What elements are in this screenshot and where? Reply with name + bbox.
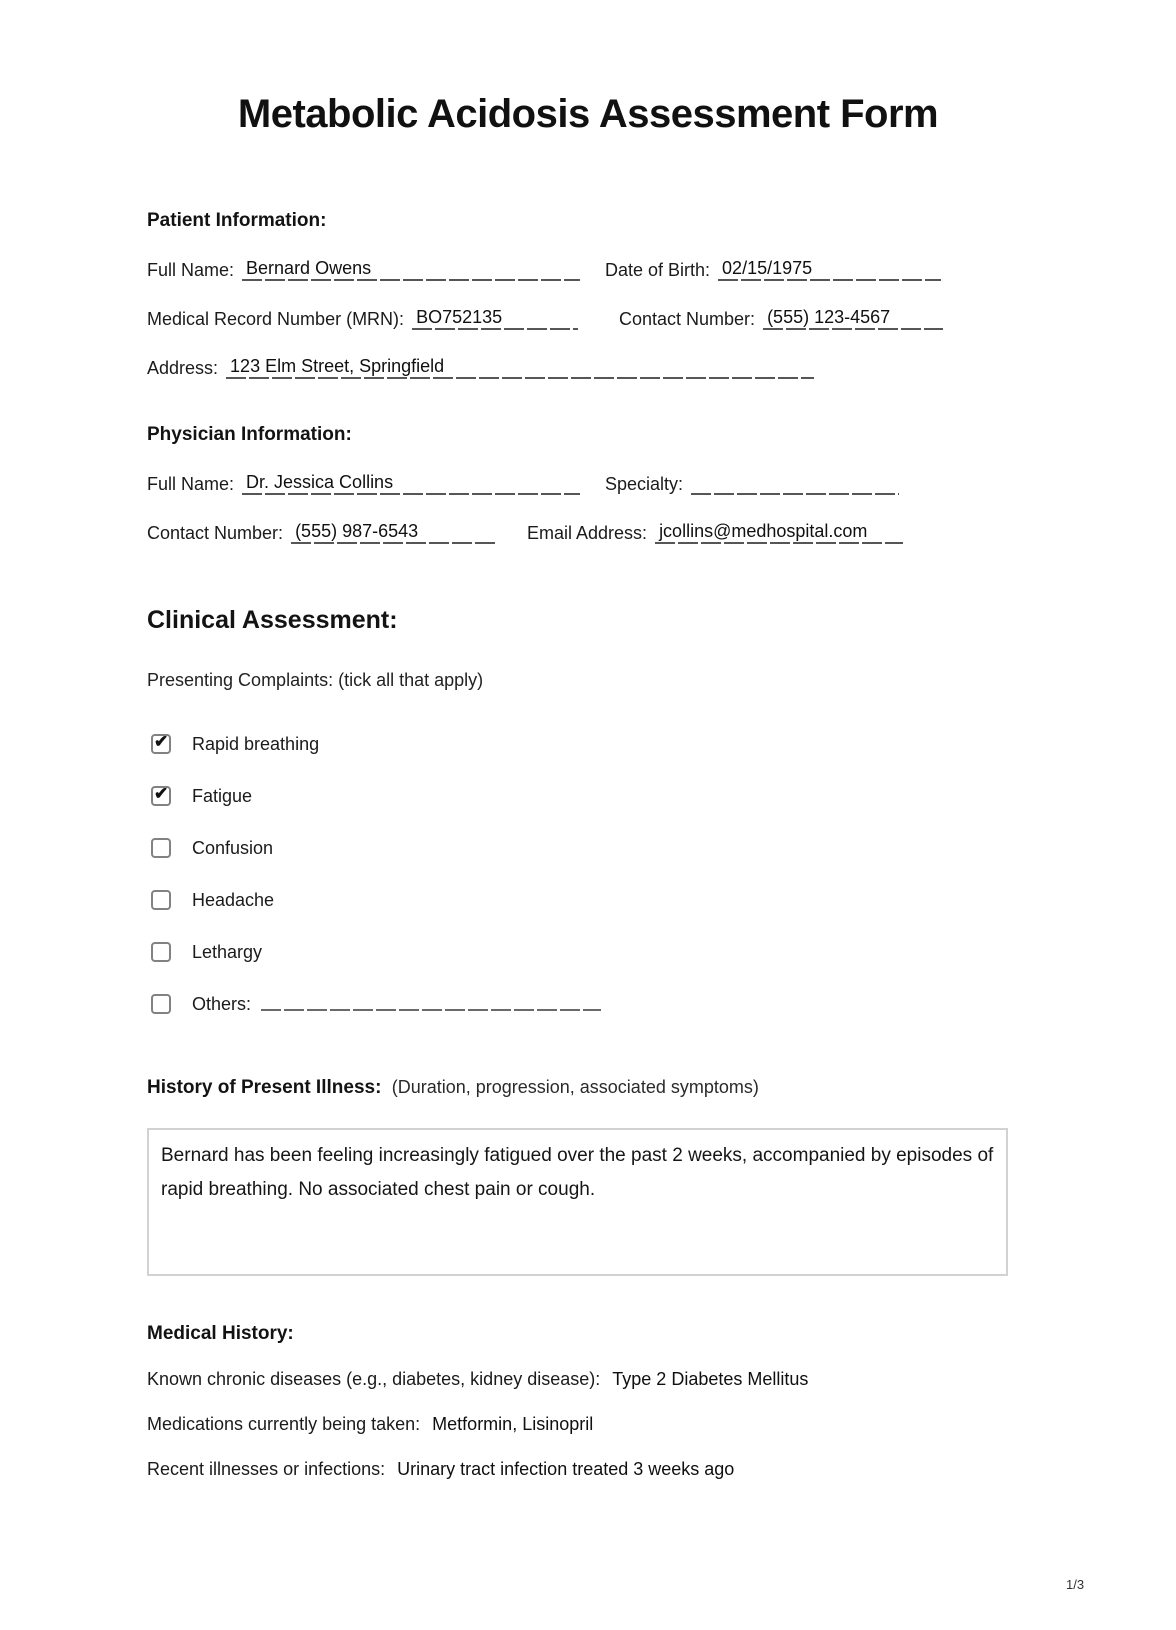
page-title: Metabolic Acidosis Assessment Form (237, 92, 939, 136)
medical-history-label: Known chronic diseases (e.g., diabetes, kidney disease): (147, 1369, 601, 1389)
physician-information-section (147, 424, 1031, 544)
dob-label: Date of Birth: (605, 260, 711, 280)
complaints-checklist (147, 733, 1031, 1015)
email-input[interactable]: jcollins@medhospital.com (655, 521, 903, 544)
patient-contact-field (619, 307, 943, 330)
patient-information-section (147, 210, 1031, 379)
medical-history-heading: Medical History: (147, 1323, 294, 1344)
complaint-checkbox[interactable] (151, 786, 171, 806)
full-name-field (147, 258, 605, 281)
history-textarea[interactable]: Bernard has been feeling increasingly fatigued over the past 2 weeks, accompanied by episodes of rapid breathing. No associated chest pain or cough. (147, 1128, 1008, 1276)
complaint-row (147, 837, 1031, 859)
full-name-label: Full Name: (147, 260, 235, 280)
complaint-checkbox[interactable] (151, 890, 171, 910)
history-heading (147, 1077, 1031, 1099)
complaint-checkbox[interactable] (151, 994, 171, 1014)
address-label: Address: (147, 358, 219, 378)
email-label: Email Address: (527, 523, 648, 543)
physician-name-label: Full Name: (147, 474, 235, 494)
address-input[interactable]: 123 Elm Street, Springfield (226, 356, 814, 379)
complaint-checkbox[interactable] (151, 734, 171, 754)
physician-contact-field (147, 521, 527, 544)
history-of-present-illness-section (147, 1077, 1031, 1276)
patient-row-3 (147, 356, 1031, 379)
clinical-assessment-heading: Clinical Assessment: (147, 606, 398, 634)
medical-history-row (147, 1369, 1031, 1390)
complaint-checkbox[interactable] (151, 942, 171, 962)
history-heading-note: (Duration, progression, associated symptoms) (391, 1077, 759, 1097)
physician-contact-input[interactable]: (555) 987-6543 (291, 521, 497, 544)
history-heading-text: History of Present Illness: (147, 1077, 382, 1098)
physician-contact-label: Contact Number: (147, 523, 284, 543)
mrn-label: Medical Record Number (MRN): (147, 309, 405, 329)
medical-history-label: Medications currently being taken: (147, 1414, 421, 1434)
complaint-row (147, 889, 1031, 911)
complaint-row (147, 785, 1031, 807)
patient-row-1 (147, 258, 1031, 281)
physician-information-heading: Physician Information: (147, 424, 352, 445)
specialty-input[interactable] (691, 493, 899, 495)
specialty-label: Specialty: (605, 474, 684, 494)
others-blank-line[interactable] (261, 995, 601, 1013)
complaint-row (147, 993, 1031, 1015)
patient-information-heading: Patient Information: (147, 210, 327, 231)
complaint-label: Lethargy (192, 941, 263, 962)
form-content (147, 210, 1031, 1480)
medical-history-value[interactable]: Type 2 Diabetes Mellitus (612, 1369, 809, 1389)
patient-contact-label: Contact Number: (619, 309, 756, 329)
complaint-checkbox[interactable] (151, 838, 171, 858)
dob-field (605, 258, 941, 281)
complaint-label: Headache (192, 889, 275, 910)
patient-contact-input[interactable]: (555) 123-4567 (763, 307, 943, 330)
clinical-assessment-section (147, 606, 1031, 1015)
physician-row-2 (147, 521, 1031, 544)
medical-history-section (147, 1323, 1031, 1480)
specialty-field (605, 474, 899, 495)
patient-row-2 (147, 307, 1031, 330)
complaint-label: Confusion (192, 837, 274, 858)
mrn-field (147, 307, 619, 330)
medical-history-row (147, 1459, 1031, 1480)
complaint-row (147, 733, 1031, 755)
dob-input[interactable]: 02/15/1975 (718, 258, 941, 281)
medical-history-row (147, 1414, 1031, 1435)
complaint-label: Rapid breathing (192, 733, 320, 754)
mrn-input[interactable]: BO752135 (412, 307, 578, 330)
complaint-label: Others: (192, 993, 252, 1014)
medical-history-label: Recent illnesses or infections: (147, 1459, 386, 1479)
page-number: 1/3 (1066, 1577, 1085, 1592)
medical-history-value[interactable]: Metformin, Lisinopril (432, 1414, 594, 1434)
complaint-label: Fatigue (192, 785, 253, 806)
medical-history-value[interactable]: Urinary tract infection treated 3 weeks ago (397, 1459, 735, 1479)
full-name-input[interactable]: Bernard Owens (242, 258, 580, 281)
complaint-row (147, 941, 1031, 963)
email-field (527, 521, 903, 544)
address-field (147, 356, 814, 379)
physician-row-1 (147, 472, 1031, 495)
physician-name-field (147, 472, 605, 495)
presenting-complaints-label: Presenting Complaints: (tick all that apply) (147, 670, 484, 690)
physician-name-input[interactable]: Dr. Jessica Collins (242, 472, 580, 495)
medical-history-rows (147, 1369, 1031, 1480)
